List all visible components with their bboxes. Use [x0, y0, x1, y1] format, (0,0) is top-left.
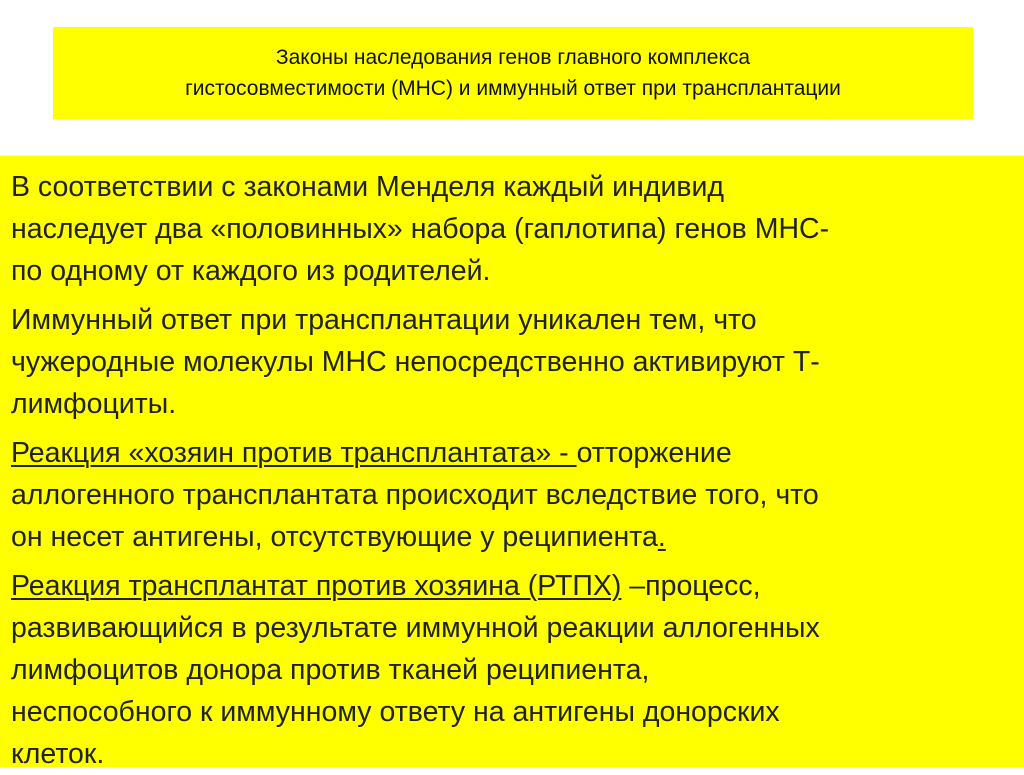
- body-line: наследует два «половинных» набора (гаплотипа) генов МНС-: [11, 213, 830, 245]
- body-line: [11, 432, 1014, 474]
- paragraph-host-vs-graft: [11, 432, 1014, 558]
- body-line: [11, 565, 1014, 607]
- body-text: отторжение: [576, 437, 732, 469]
- paragraph-graft-vs-host: [11, 565, 1014, 775]
- slide-title: [53, 27, 973, 119]
- body-line: лимфоциты.: [11, 388, 177, 420]
- term-host-vs-graft: Реакция «хозяин против трансплантата» -: [11, 437, 577, 469]
- paragraph-mendel-inheritance: [11, 166, 1014, 292]
- body-line: по одному от каждого из родителей.: [11, 255, 491, 287]
- slide-title-line-2: гистосовместимости (МНС) и иммунный ответ при трансплантации: [185, 77, 841, 100]
- term-graft-vs-host: Реакция трансплантат против хозяина (РТПХ): [11, 570, 622, 602]
- body-line: [11, 516, 1014, 558]
- body-text: –процесс,: [621, 570, 761, 602]
- body-line: неспособного к иммунному ответу на антигены донорских: [11, 696, 780, 728]
- slide-title-line-1: Законы наследования генов главного комплекса: [275, 46, 751, 69]
- body-line: аллогенного трансплантата происходит вследствие того, что: [11, 479, 819, 511]
- underlined-period: .: [657, 521, 666, 553]
- body-line: клеток.: [11, 738, 105, 770]
- body-line: Иммунный ответ при трансплантации уникален тем, что: [11, 304, 757, 336]
- slide-body: [0, 156, 1024, 770]
- body-line: развивающийся в результате иммунной реакции аллогенных: [11, 612, 820, 644]
- body-line: чужеродные молекулы МНС непосредственно активируют Т-: [11, 346, 820, 378]
- body-text: он несет антигены, отсутствующие у реципиента: [11, 521, 658, 553]
- body-line: В соответствии с законами Менделя каждый индивид: [11, 171, 725, 203]
- body-line: лимфоцитов донора против тканей реципиента,: [11, 654, 650, 686]
- paragraph-immune-response: [11, 299, 1014, 425]
